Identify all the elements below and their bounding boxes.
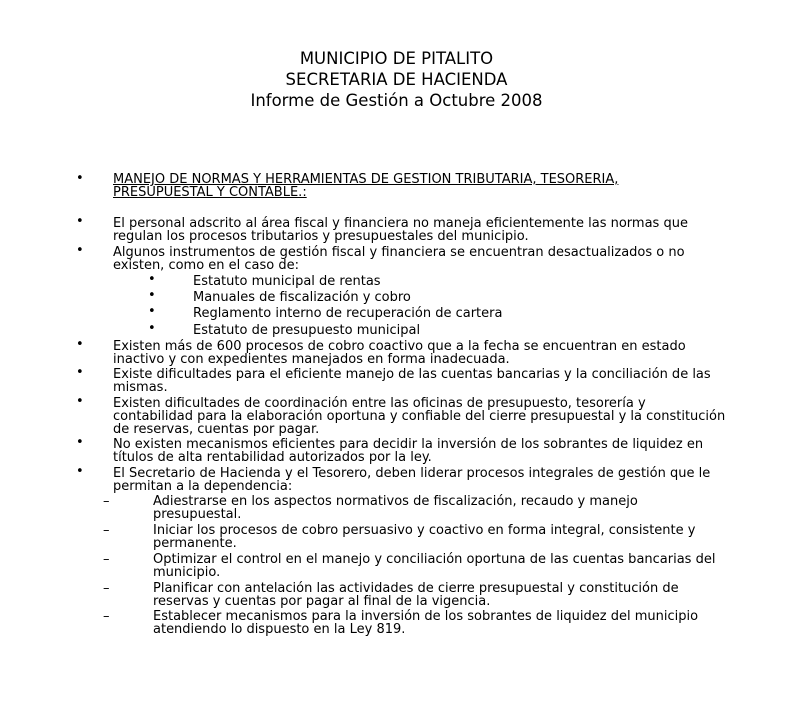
sub-item: Estatuto de presupuesto municipal (193, 323, 421, 338)
sub-item: Reglamento interno de recuperación de cartera (193, 306, 503, 321)
bullet-symbol: • (76, 214, 84, 229)
bullet-symbol: • (76, 243, 84, 258)
document-header (0, 48, 793, 111)
sub-item: Manuales de fiscalización y cobro (193, 290, 411, 305)
dash-symbol: – (103, 609, 110, 624)
dash-item-2-line2: permanente. (153, 536, 237, 551)
dash-symbol: – (103, 494, 110, 509)
dash-symbol: – (103, 552, 110, 567)
bullet-3-line1: Existen más de 600 procesos de cobro coactivo que a la fecha se encuentran en estado (113, 339, 686, 354)
sub-bullet-symbol: • (148, 321, 156, 336)
dash-item-4-line1: Planificar con antelación las actividades de cierre presupuestal y constitución de (153, 581, 679, 596)
dash-item-5-line1: Establecer mecanismos para la inversión de los sobrantes de liquidez del municipio (153, 609, 699, 624)
header-municipality: MUNICIPIO DE PITALITO (299, 49, 494, 68)
header-department: SECRETARIA DE HACIENDA (285, 70, 508, 89)
dash-item-5-line2: atendiendo lo dispuesto en la Ley 819. (153, 622, 406, 637)
dash-item-4-line2: reservas y cuentas por pagar al final de la vigencia. (153, 594, 491, 609)
dash-item-1-line1: Adiestrarse en los aspectos normativos de fiscalización, recaudo y manejo (153, 494, 638, 509)
sub-bullet-symbol: • (148, 288, 156, 303)
bullet-2-line1: Algunos instrumentos de gestión fiscal y financiera se encuentran desactualizados o no (113, 245, 685, 260)
sub-item: Estatuto municipal de rentas (193, 274, 381, 289)
bullet-symbol: • (76, 337, 84, 352)
dash-item-2-line1: Iniciar los procesos de cobro persuasivo y coactivo en forma integral, consistente y (153, 523, 696, 538)
sub-bullet-symbol: • (148, 272, 156, 287)
bullet-5-line3: de reservas, cuentas por pagar. (113, 422, 320, 437)
bullet-symbol: • (76, 464, 84, 479)
bullet-symbol: • (76, 435, 84, 450)
header-report-title: Informe de Gestión a Octubre 2008 (250, 91, 543, 110)
bullet-5-line2: contabilidad para la elaboración oportuna y confiable del cierre presupuestal y la constitución (113, 409, 726, 424)
bullet-4-line2: mismas. (113, 380, 168, 395)
bullet-symbol: • (76, 394, 84, 409)
dash-item-1-line2: presupuestal. (153, 507, 242, 522)
bullet-symbol: • (76, 365, 84, 380)
dash-item-3-line2: municipio. (153, 565, 221, 580)
bullet-1-line1: El personal adscrito al área fiscal y financiera no maneja eficientemente las normas que (113, 216, 688, 231)
dash-symbol: – (103, 581, 110, 596)
sub-bullet-symbol: • (148, 304, 156, 319)
bullet-3-line2: inactivo y con expedientes manejados en forma inadecuada. (113, 352, 510, 367)
bullet-1-line2: regulan los procesos tributarios y presupuestales del municipio. (113, 229, 529, 244)
section-title-line2: PRESUPUESTAL Y CONTABLE.: (113, 185, 307, 200)
bullet-6-line1: No existen mecanismos eficientes para decidir la inversión de los sobrantes de liquidez en (113, 437, 704, 452)
bullet-7-line2: permitan a la dependencia: (113, 479, 293, 494)
bullet-5-line1: Existen dificultades de coordinación entre las oficinas de presupuesto, tesorería y (113, 396, 646, 411)
bullet-2-line2: existen, como en el caso de: (113, 258, 300, 273)
dash-symbol: – (103, 523, 110, 538)
section-title-line1: MANEJO DE NORMAS Y HERRAMIENTAS DE GESTION TRIBUTARIA, TESORERIA, (113, 172, 619, 187)
bullet-7-line1: El Secretario de Hacienda y el Tesorero, deben liderar procesos integrales de gestión que le (113, 466, 711, 481)
dash-item-3-line1: Optimizar el control en el manejo y conciliación oportuna de las cuentas bancarias del (153, 552, 716, 567)
bullet-symbol: • (76, 171, 84, 186)
bullet-6-line2: títulos de alta rentabilidad autorizados por la ley. (113, 450, 432, 465)
bullet-4-line1: Existe dificultades para el eficiente manejo de las cuentas bancarias y la conciliación de las (113, 367, 711, 382)
